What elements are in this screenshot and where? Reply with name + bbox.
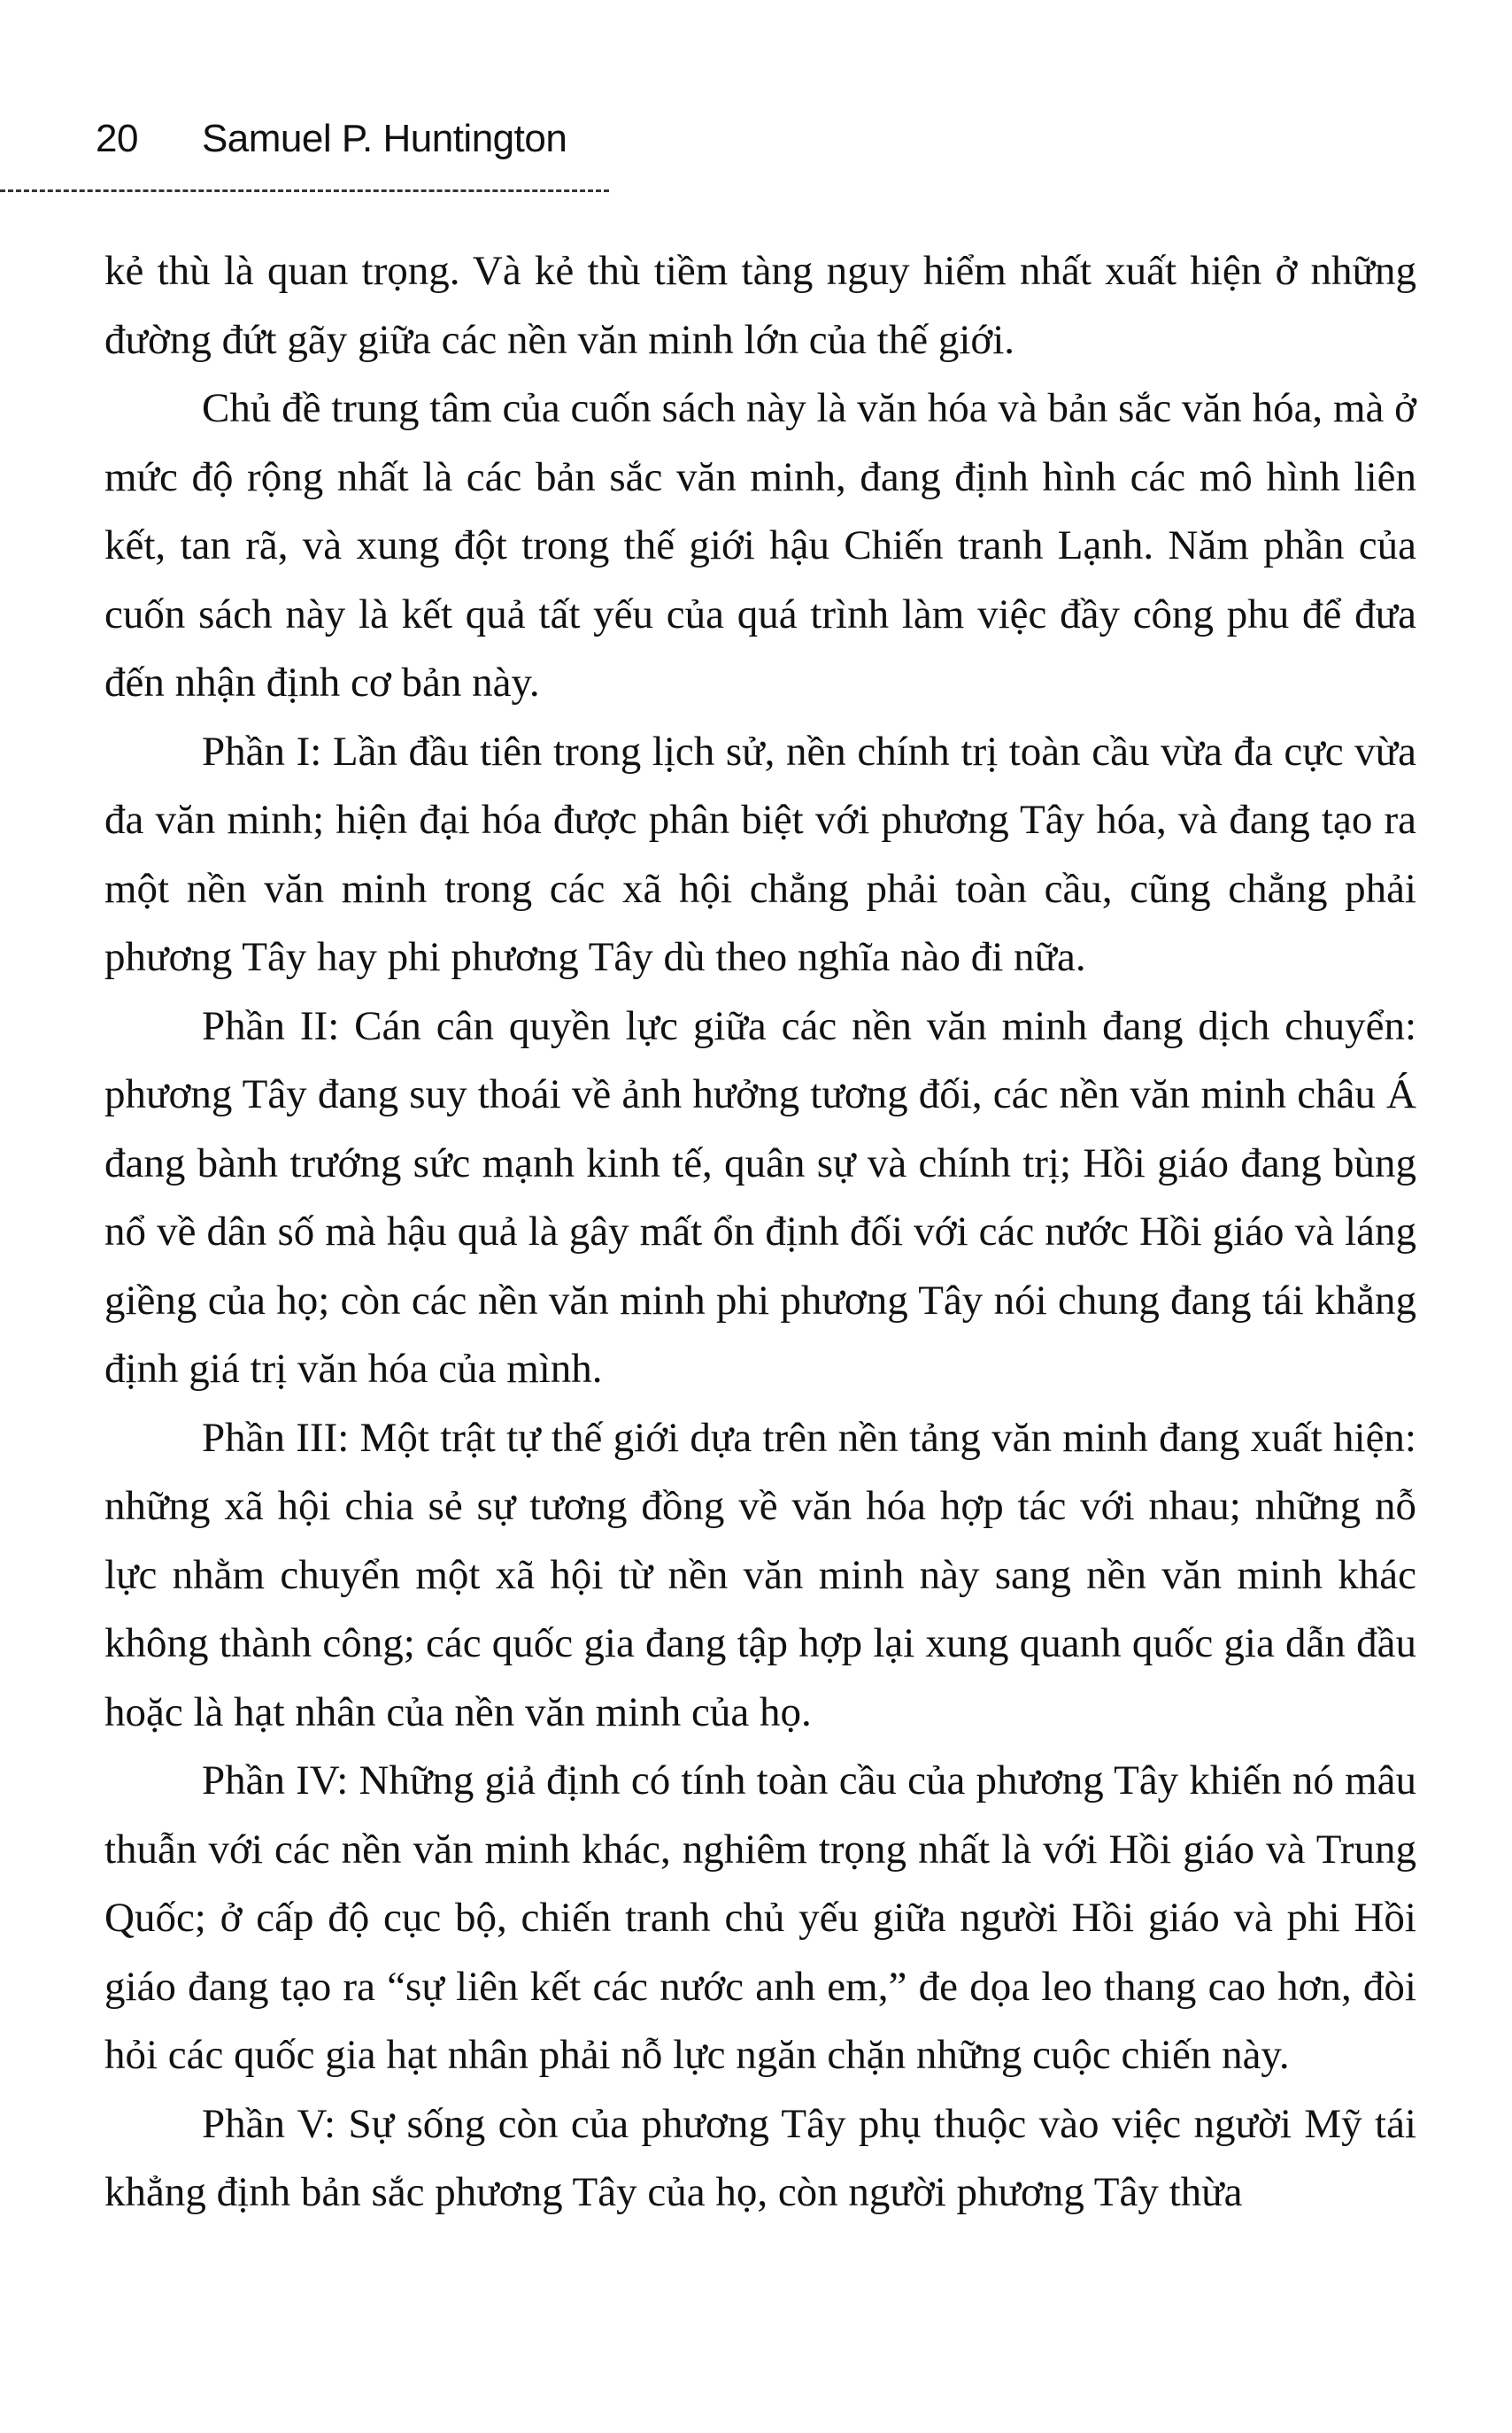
paragraph-continued: kẻ thù là quan trọng. Và kẻ thù tiềm tàng nguy hiểm nhất xuất hiện ở những đường đứt gãy giữa các nền văn minh lớn của thế giới. <box>104 248 1416 363</box>
paragraph-part-1: Phần I: Lần đầu tiên trong lịch sử, nền chính trị toàn cầu vừa đa cực vừa đa văn minh; hiện đại hóa được phân biệt với phương Tây hóa, và đang tạo ra một nền văn minh trong các xã hội chẳng phải toàn cầu, cũng chẳng phải phương Tây hay phi phương Tây dù theo nghĩa nào đi nữa. <box>104 728 1416 980</box>
page-number: 20 <box>96 117 138 160</box>
body-text <box>104 237 1416 2228</box>
header-dashed-rule <box>0 189 609 192</box>
paragraph-part-5: Phần V: Sự sống còn của phương Tây phụ thuộc vào việc người Mỹ tái khẳng định bản sắc phương Tây của họ, còn người phương Tây thừa <box>104 2100 1416 2215</box>
paragraph-part-4: Phần IV: Những giả định có tính toàn cầu của phương Tây khiến nó mâu thuẫn với các nền văn minh khác, nghiêm trọng nhất là với Hồi giáo và Trung Quốc; ở cấp độ cục bộ, chiến tranh chủ yếu giữa người Hồi giáo và phi Hồi giáo đang tạo ra “sự liên kết các nước anh em,” đe dọa leo thang cao hơn, đòi hỏi các quốc gia hạt nhân phải nỗ lực ngăn chặn những cuộc chiến này. <box>104 1757 1416 2078</box>
paragraph-part-2: Phần II: Cán cân quyền lực giữa các nền văn minh đang dịch chuyển: phương Tây đang suy thoái về ảnh hưởng tương đối, các nền văn minh châu Á đang bành trướng sức mạnh kinh tế, quân sự và chính trị; Hồi giáo đang bùng nổ về dân số mà hậu quả là gây mất ổn định đối với các nước Hồi giáo và láng giềng của họ; còn các nền văn minh phi phương Tây nói chung đang tái khẳng định giá trị văn hóa của mình. <box>104 1002 1416 1392</box>
paragraph-part-3: Phần III: Một trật tự thế giới dựa trên nền tảng văn minh đang xuất hiện: những xã hội chia sẻ sự tương đồng về văn hóa hợp tác với nhau; những nỗ lực nhằm chuyển một xã hội từ nền văn minh này sang nền văn minh khác không thành công; các quốc gia đang tập hợp lại xung quanh quốc gia dẫn đầu hoặc là hạt nhân của nền văn minh của họ. <box>104 1414 1416 1735</box>
paragraph-central-theme: Chủ đề trung tâm của cuốn sách này là văn hóa và bản sắc văn hóa, mà ở mức độ rộng nhất là các bản sắc văn minh, đang định hình các mô hình liên kết, tan rã, và xung đột trong thế giới hậu Chiến tranh Lạnh. Năm phần của cuốn sách này là kết quả tất yếu của quá trình làm việc đầy công phu để đưa đến nhận định cơ bản này. <box>104 385 1416 706</box>
running-head-author: Samuel P. Huntington <box>201 117 567 160</box>
running-head <box>96 117 567 161</box>
